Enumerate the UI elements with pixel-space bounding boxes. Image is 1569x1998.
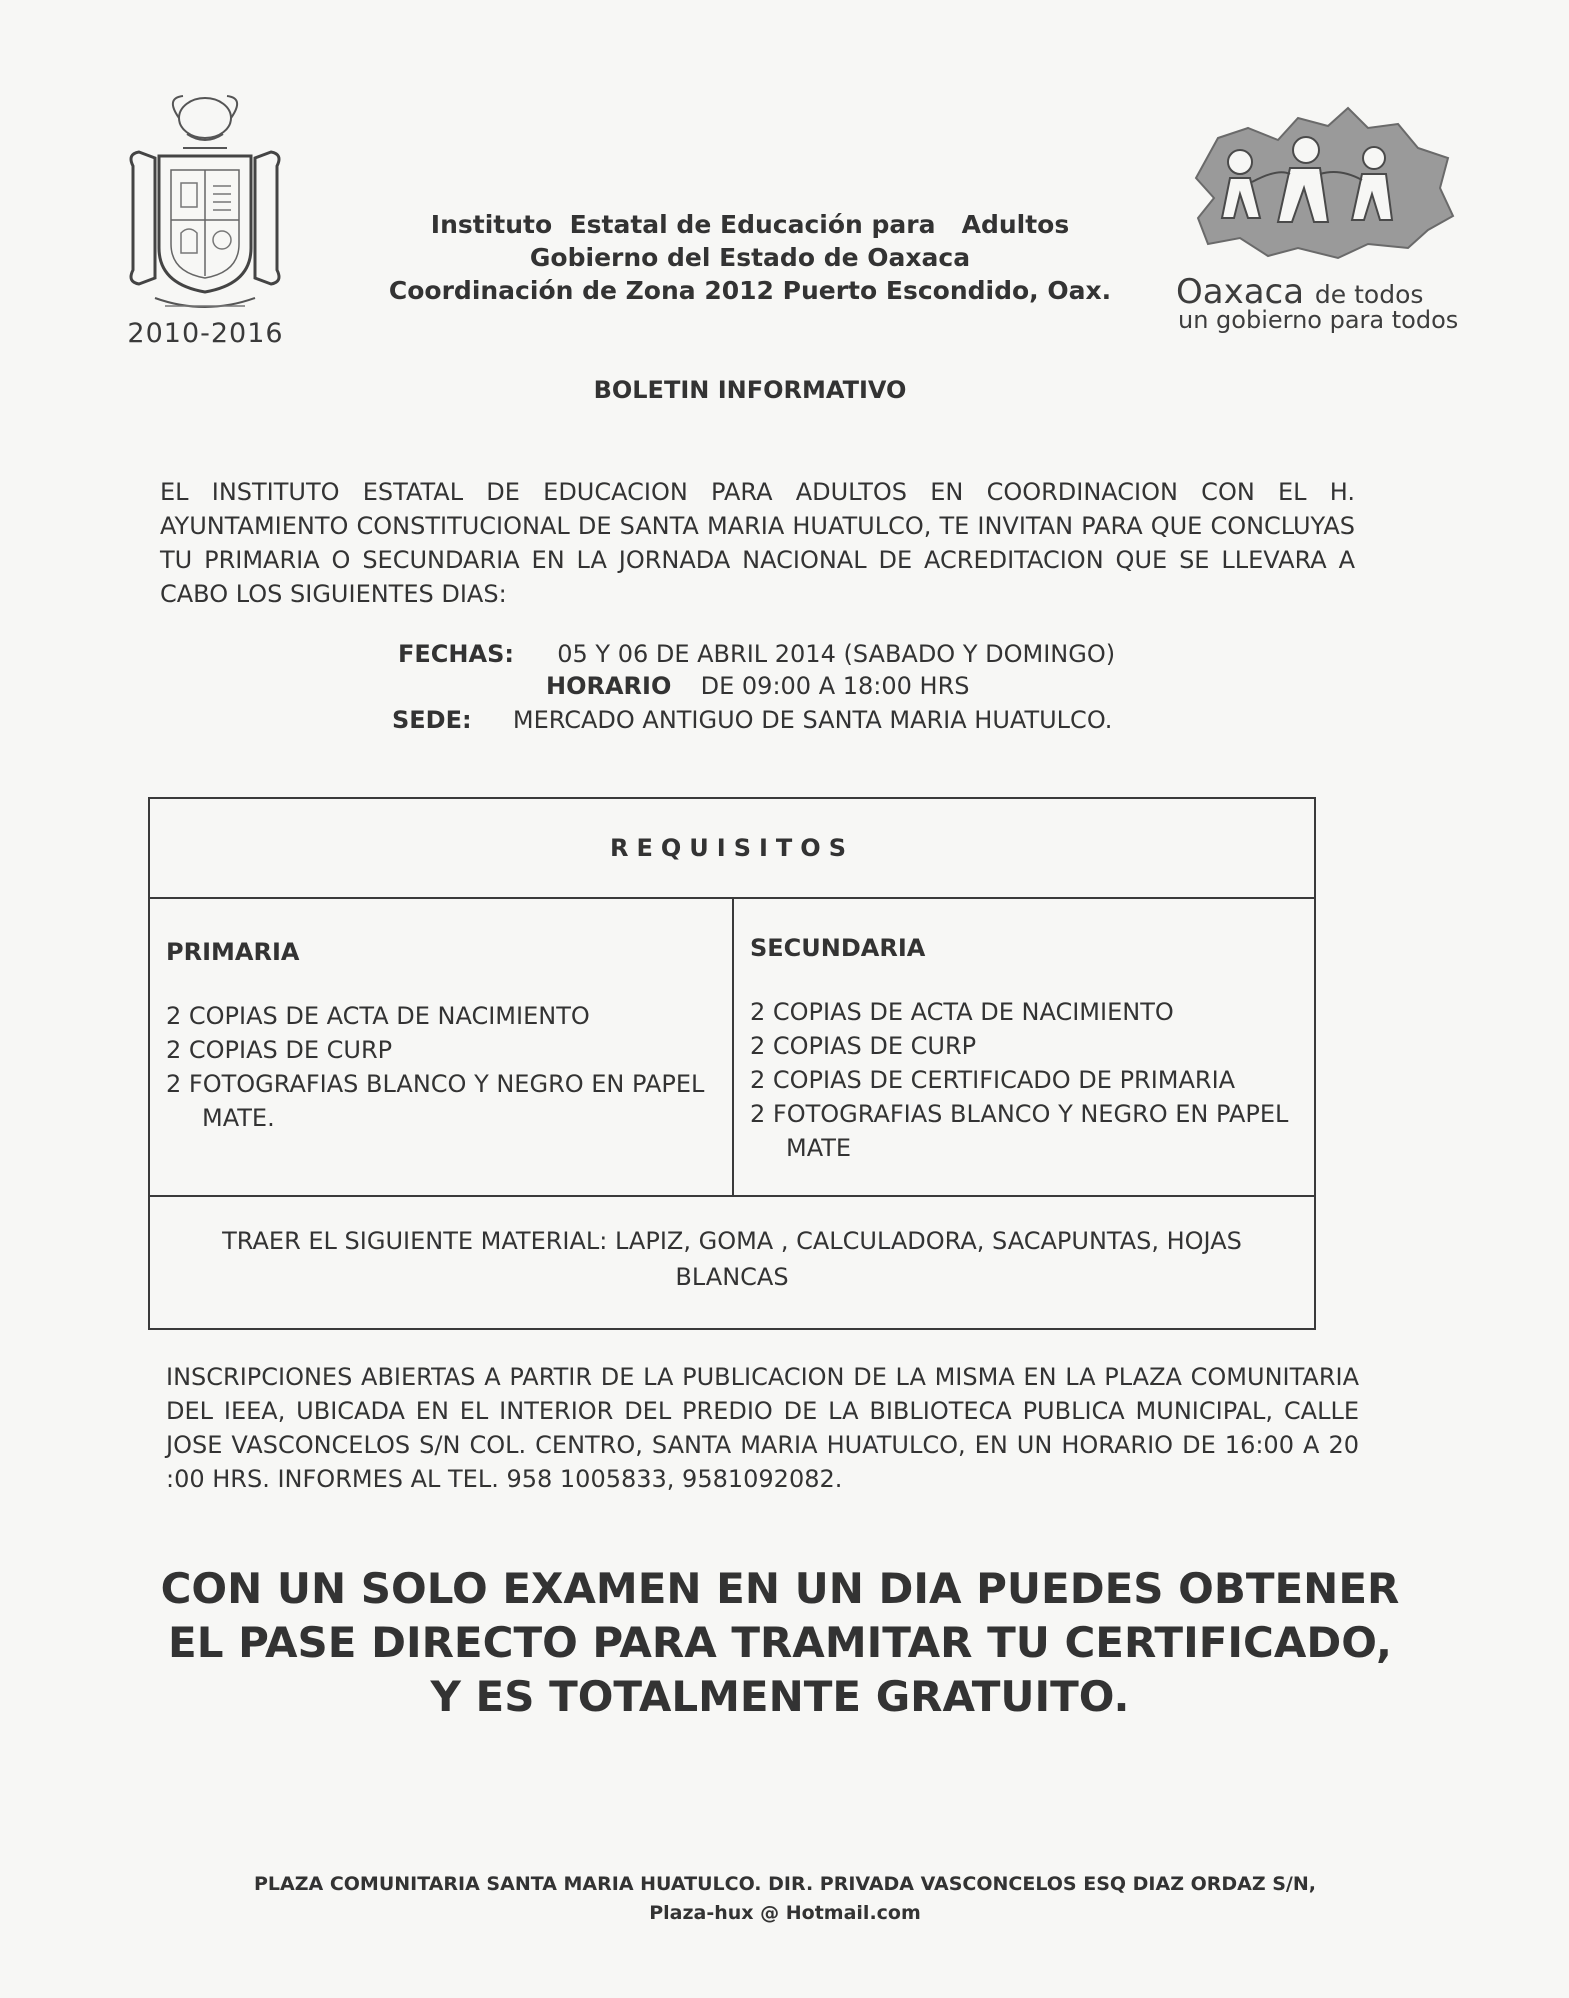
header-line-government: Gobierno del Estado de Oaxaca bbox=[529, 243, 971, 272]
fechas-label: FECHAS: bbox=[398, 640, 514, 668]
sede-row bbox=[392, 706, 1112, 734]
list-item: 2 FOTOGRAFIAS BLANCO Y NEGRO EN PAPEL MATE. bbox=[166, 1070, 705, 1132]
requirements-heading: REQUISITOS bbox=[150, 799, 1314, 899]
seal-years: 2010-2016 bbox=[127, 318, 284, 349]
primaria-column bbox=[150, 897, 734, 1195]
list-item: 2 COPIAS DE CERTIFICADO DE PRIMARIA bbox=[750, 1066, 1236, 1094]
horario-label: HORARIO bbox=[546, 672, 672, 700]
logo-subtitle: un gobierno para todos bbox=[1178, 306, 1459, 334]
secundaria-title: SECUNDARIA bbox=[750, 934, 926, 962]
slogan bbox=[120, 1562, 1440, 1724]
header-line-coordination: Coordinación de Zona 2012 Puerto Escondido, Oax. bbox=[388, 276, 1112, 305]
footer bbox=[160, 1870, 1410, 1928]
primaria-title: PRIMARIA bbox=[166, 938, 300, 966]
list-item: 2 FOTOGRAFIAS BLANCO Y NEGRO EN PAPEL MATE bbox=[750, 1100, 1289, 1162]
footer-address: PLAZA COMUNITARIA SANTA MARIA HUATULCO. DIR. PRIVADA VASCONCELOS ESQ DIAZ ORDAZ S/N, bbox=[253, 1873, 1316, 1895]
footer-email: Plaza-hux @ Hotmail.com bbox=[649, 1902, 921, 1924]
sede-value: MERCADO ANTIGUO DE SANTA MARIA HUATULCO. bbox=[512, 706, 1113, 734]
logo-name: Oaxaca bbox=[1176, 272, 1305, 312]
primaria-list bbox=[166, 999, 716, 1135]
requirements-table bbox=[148, 797, 1316, 1330]
fechas-row bbox=[398, 640, 1115, 668]
sede-label: SEDE: bbox=[392, 706, 472, 734]
slogan-line-3: Y ES TOTALMENTE GRATUITO. bbox=[430, 1672, 1130, 1721]
bulletin-title: BOLETIN INFORMATIVO bbox=[593, 376, 907, 404]
inscriptions-paragraph: INSCRIPCIONES ABIERTAS A PARTIR DE LA PUBLICACION DE LA MISMA EN LA PLAZA COMUNITARIA DEL IEEA, UBICADA EN EL INTERIOR DEL PREDIO DE LA BIBLIOTECA PUBLICA MUNICIPAL, CALLE JOSE VASCONCELOS S/N COL. CENTRO, SANTA MARIA HUATULCO, EN UN HORARIO DE 16:00 A 20 :00 HRS. INFORMES AL TEL. 958 1005833, 9581092082. bbox=[166, 1363, 1359, 1493]
list-item: 2 COPIAS DE ACTA DE NACIMIENTO bbox=[166, 1002, 590, 1030]
list-item: 2 COPIAS DE CURP bbox=[166, 1036, 393, 1064]
material-note: TRAER EL SIGUIENTE MATERIAL: LAPIZ, GOMA , CALCULADORA, SACAPUNTAS, HOJAS BLANCAS bbox=[150, 1195, 1314, 1330]
slogan-line-1: CON UN SOLO EXAMEN EN UN DIA PUEDES OBTENER bbox=[160, 1564, 1400, 1613]
fechas-value: 05 Y 06 DE ABRIL 2014 (SABADO Y DOMINGO) bbox=[557, 640, 1116, 668]
logo-tagline: de todos bbox=[1314, 280, 1424, 309]
header-line-institute: Instituto Estatal de Educación para Adultos bbox=[430, 210, 1070, 239]
list-item: 2 COPIAS DE ACTA DE NACIMIENTO bbox=[750, 998, 1174, 1026]
secundaria-list bbox=[750, 995, 1298, 1165]
secundaria-column bbox=[734, 897, 1314, 1195]
list-item: 2 COPIAS DE CURP bbox=[750, 1032, 977, 1060]
institution-header bbox=[380, 208, 1120, 307]
horario-row bbox=[546, 672, 970, 700]
intro-paragraph: EL INSTITUTO ESTATAL DE EDUCACION PARA ADULTOS EN COORDINACION CON EL H. AYUNTAMIENTO CONSTITUCIONAL DE SANTA MARIA HUATULCO, TE INVITAN PARA QUE CONCLUYAS TU PRIMARIA O SECUNDARIA EN LA JORNADA NACIONAL DE ACREDITACION QUE SE LLEVARA A CABO LOS SIGUIENTES DIAS: bbox=[160, 478, 1355, 608]
slogan-line-2: EL PASE DIRECTO PARA TRAMITAR TU CERTIFICADO, bbox=[168, 1618, 1392, 1667]
oaxaca-state-seal bbox=[125, 88, 285, 318]
horario-value: DE 09:00 A 18:00 HRS bbox=[700, 672, 970, 700]
